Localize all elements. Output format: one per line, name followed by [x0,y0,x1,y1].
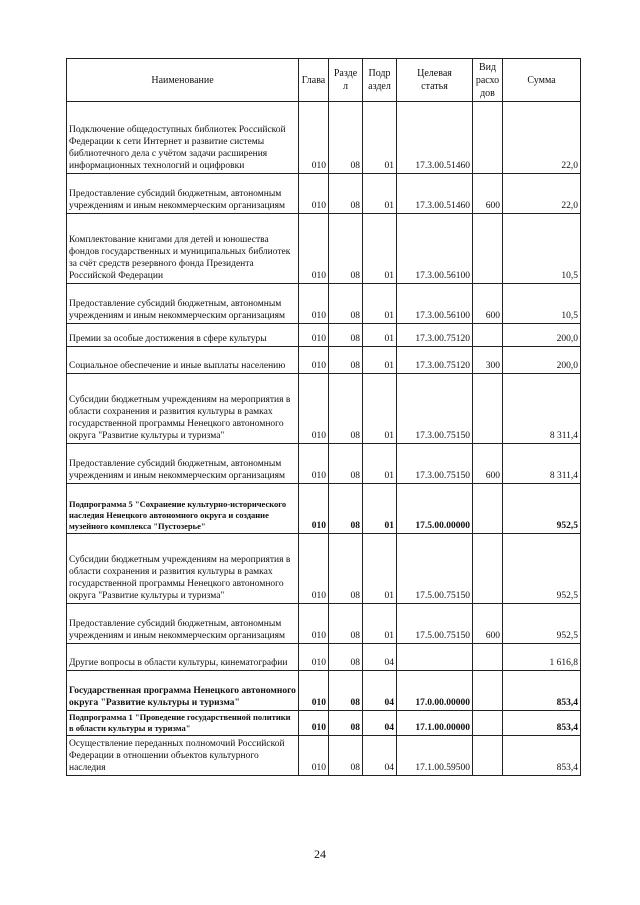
header-sum: Сумма [503,59,581,102]
cell-podrazdel: 01 [363,174,397,214]
cell-podrazdel: 04 [363,671,397,711]
cell-razdel: 08 [329,174,363,214]
cell-razdel: 08 [329,324,363,347]
cell-glava: 010 [299,324,329,347]
cell-podrazdel: 01 [363,284,397,324]
cell-podrazdel: 04 [363,736,397,776]
cell-target: 17.5.00.75150 [397,604,473,644]
cell-sum: 8 311,4 [503,374,581,444]
cell-razdel: 08 [329,484,363,534]
cell-podrazdel: 01 [363,347,397,374]
header-vid: Вид расхо дов [473,59,503,102]
table-row [67,347,581,374]
cell-razdel: 08 [329,374,363,444]
cell-glava: 010 [299,484,329,534]
cell-podrazdel: 01 [363,102,397,174]
cell-name: Предоставление субсидий бюджетным, автономным учреждениям и иным некоммерческим организациям [67,284,299,324]
cell-razdel: 08 [329,534,363,604]
cell-vid [473,671,503,711]
cell-name: Предоставление субсидий бюджетным, автономным учреждениям и иным некоммерческим организациям [67,174,299,214]
cell-podrazdel: 04 [363,711,397,736]
cell-sum: 952,5 [503,534,581,604]
cell-sum: 10,5 [503,214,581,284]
cell-sum: 10,5 [503,284,581,324]
cell-razdel: 08 [329,102,363,174]
cell-vid [473,534,503,604]
table-row [67,671,581,711]
table-row [67,711,581,736]
budget-table [66,58,581,776]
table-row [67,534,581,604]
cell-podrazdel: 01 [363,534,397,604]
cell-glava: 010 [299,347,329,374]
cell-razdel: 08 [329,736,363,776]
table-row [67,324,581,347]
header-name: Наименование [67,59,299,102]
table-row [67,736,581,776]
cell-name: Другие вопросы в области культуры, кинематографии [67,644,299,671]
cell-name: Премии за особые достижения в сфере культуры [67,324,299,347]
cell-vid [473,214,503,284]
table-row [67,102,581,174]
cell-target: 17.1.00.00000 [397,711,473,736]
cell-target: 17.3.00.56100 [397,284,473,324]
page-number: 24 [314,847,326,861]
cell-razdel: 08 [329,284,363,324]
cell-name: Предоставление субсидий бюджетным, автономным учреждениям и иным некоммерческим организациям [67,604,299,644]
cell-sum: 22,0 [503,174,581,214]
header-glava: Глава [299,59,329,102]
table-row [67,174,581,214]
table-body [67,102,581,776]
cell-target: 17.1.00.59500 [397,736,473,776]
cell-target: 17.3.00.51460 [397,102,473,174]
cell-name: Предоставление субсидий бюджетным, автономным учреждениям и иным некоммерческим организациям [67,444,299,484]
cell-glava: 010 [299,214,329,284]
cell-razdel: 08 [329,644,363,671]
cell-podrazdel: 01 [363,484,397,534]
cell-glava: 010 [299,284,329,324]
cell-glava: 010 [299,374,329,444]
cell-sum: 8 311,4 [503,444,581,484]
cell-target: 17.3.00.51460 [397,174,473,214]
cell-razdel: 08 [329,711,363,736]
cell-razdel: 08 [329,444,363,484]
cell-sum: 200,0 [503,347,581,374]
cell-vid: 300 [473,347,503,374]
cell-razdel: 08 [329,347,363,374]
cell-glava: 010 [299,604,329,644]
cell-name: Субсидии бюджетным учреждениям на мероприятия в области сохранения и развития культуры в рамках государственной программы Ненецкого автономного округа "Развитие культуры и туризма" [67,534,299,604]
cell-name: Комплектование книгами для детей и юношества фондов государственных и муниципальных библиотек за счёт средств резервного фонда Президента Российской Федерации [67,214,299,284]
table-row [67,284,581,324]
cell-target: 17.0.00.00000 [397,671,473,711]
cell-vid [473,736,503,776]
cell-sum: 952,5 [503,484,581,534]
cell-glava: 010 [299,102,329,174]
cell-vid [473,102,503,174]
header-razdel: Разде л [329,59,363,102]
header-podrazdel: Подр аздел [363,59,397,102]
cell-name: Государственная программа Ненецкого автономного округа "Развитие культуры и туризма" [67,671,299,711]
cell-name: Подпрограмма 1 "Проведение государственной политики в области культуры и туризма" [67,711,299,736]
cell-sum: 853,4 [503,736,581,776]
header-row [67,59,581,102]
cell-sum: 952,5 [503,604,581,644]
cell-target [397,644,473,671]
table-row [67,484,581,534]
cell-vid [473,711,503,736]
cell-sum: 1 616,8 [503,644,581,671]
cell-glava: 010 [299,534,329,604]
cell-vid: 600 [473,284,503,324]
table-row [67,444,581,484]
cell-target: 17.5.00.00000 [397,484,473,534]
cell-sum: 853,4 [503,671,581,711]
cell-podrazdel: 01 [363,604,397,644]
cell-name: Социальное обеспечение и иные выплаты населению [67,347,299,374]
cell-target: 17.3.00.75120 [397,324,473,347]
cell-razdel: 08 [329,671,363,711]
cell-target: 17.3.00.75120 [397,347,473,374]
cell-glava: 010 [299,736,329,776]
cell-sum: 22,0 [503,102,581,174]
cell-podrazdel: 01 [363,324,397,347]
cell-target: 17.3.00.56100 [397,214,473,284]
cell-vid: 600 [473,444,503,484]
cell-podrazdel: 01 [363,374,397,444]
cell-glava: 010 [299,671,329,711]
cell-sum: 200,0 [503,324,581,347]
cell-vid [473,484,503,534]
cell-vid [473,644,503,671]
cell-glava: 010 [299,444,329,484]
cell-sum: 853,4 [503,711,581,736]
cell-vid: 600 [473,174,503,214]
cell-vid [473,374,503,444]
cell-podrazdel: 04 [363,644,397,671]
cell-name: Подключение общедоступных библиотек Российской Федерации к сети Интернет и развитие системы библиотечного дела с учётом задачи расширения информационных технологий и оцифровки [67,102,299,174]
table-row [67,374,581,444]
cell-glava: 010 [299,644,329,671]
cell-name: Осуществление переданных полномочий Российской Федерации в отношении объектов культурного наследия [67,736,299,776]
cell-podrazdel: 01 [363,444,397,484]
cell-target: 17.3.00.75150 [397,374,473,444]
cell-razdel: 08 [329,214,363,284]
cell-vid [473,324,503,347]
cell-target: 17.5.00.75150 [397,534,473,604]
cell-name: Субсидии бюджетным учреждениям на мероприятия в области сохранения и развития культуры в рамках государственной программы Ненецкого автономного округа "Развитие культуры и туризма" [67,374,299,444]
cell-razdel: 08 [329,604,363,644]
cell-glava: 010 [299,174,329,214]
header-target: Целевая статья [397,59,473,102]
cell-podrazdel: 01 [363,214,397,284]
table-row [67,644,581,671]
cell-target: 17.3.00.75150 [397,444,473,484]
cell-glava: 010 [299,711,329,736]
table-row [67,604,581,644]
cell-name: Подпрограмма 5 "Сохранение культурно-исторического наследия Ненецкого автономного округа и создание музейного комплекса "Пустозерье" [67,484,299,534]
cell-vid: 600 [473,604,503,644]
table-row [67,214,581,284]
